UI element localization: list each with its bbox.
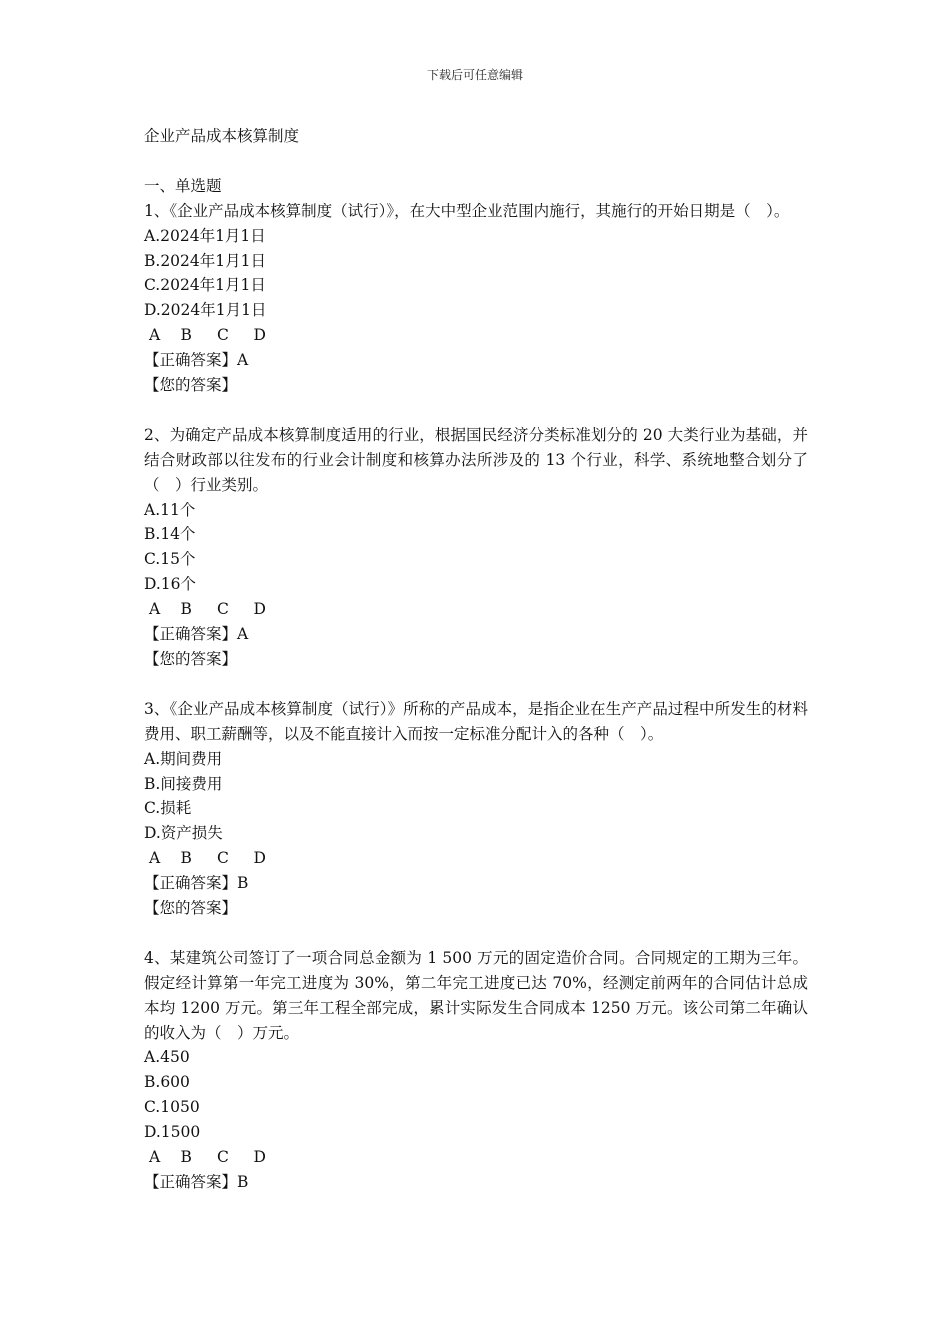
choice-b[interactable]: B [180, 326, 192, 345]
option-c: C.15个 [144, 550, 196, 569]
document-title: 企业产品成本核算制度 [144, 127, 300, 145]
correct-answer: 【正确答案】B [144, 1173, 249, 1191]
option-b: B.2024年1月1日 [144, 251, 266, 270]
choice-d[interactable]: D [253, 1148, 266, 1167]
option-b: B.600 [144, 1073, 190, 1092]
choice-row [144, 846, 808, 871]
your-answer: 【您的答案】 [144, 376, 238, 395]
option-a: A.2024年1月1日 [144, 226, 266, 245]
choice-c[interactable]: C [217, 849, 229, 868]
question-stem: 4、某建筑公司签订了一项合同总金额为 1 500 万元的固定造价合同。合同规定的工期为三年。假定经计算第一年完工进度为 30%，第二年完工进度已达 70%，经测定前两年的合同估计总成本均 1200 万元。第三年工程全部完成，累计实际发生合同成本 1250 万元。该公司第二年确认的收入为（ ）万元。 [144, 948, 808, 1042]
choice-a[interactable]: A [149, 326, 161, 345]
option-b: B.间接费用 [144, 774, 223, 793]
choice-b[interactable]: B [180, 1148, 192, 1167]
choice-row [144, 1145, 808, 1170]
choice-a[interactable]: A [149, 600, 161, 619]
your-answer: 【您的答案】 [144, 899, 238, 918]
choice-row [144, 597, 808, 622]
option-a: A.11个 [144, 500, 196, 519]
choice-c[interactable]: C [217, 600, 229, 619]
question-stem: 1、《企业产品成本核算制度（试行）》，在大中型企业范围内施行，其施行的开始日期是（ ）。 [144, 201, 790, 220]
option-b: B.14个 [144, 525, 196, 544]
question-2 [144, 423, 808, 672]
document-body [144, 124, 808, 1195]
choice-c[interactable]: C [217, 1148, 229, 1167]
correct-answer: 【正确答案】A [144, 351, 249, 370]
choice-b[interactable]: B [180, 600, 192, 619]
question-stem: 3、《企业产品成本核算制度（试行）》所称的产品成本，是指企业在生产产品过程中所发生的材料费用、职工薪酬等，以及不能直接计入而按一定标准分配计入的各种（ ）。 [144, 699, 808, 743]
option-c: C.1050 [144, 1098, 200, 1117]
option-d: D.2024年1月1日 [144, 301, 267, 320]
question-1 [144, 199, 808, 398]
question-3 [144, 697, 808, 921]
correct-answer: 【正确答案】A [144, 625, 249, 644]
option-d: D.16个 [144, 575, 197, 594]
option-d: D.资产损失 [144, 824, 223, 843]
section-title: 一、单选题 [144, 176, 222, 195]
option-c: C.损耗 [144, 799, 192, 818]
choice-d[interactable]: D [253, 849, 266, 868]
choice-b[interactable]: B [180, 849, 192, 868]
page-header: 下载后可任意编辑 [426, 68, 523, 82]
option-d: D.1500 [144, 1123, 201, 1142]
choice-d[interactable]: D [253, 600, 266, 619]
choice-d[interactable]: D [253, 326, 266, 345]
option-a: A.期间费用 [144, 749, 223, 768]
option-a: A.450 [144, 1048, 190, 1067]
your-answer: 【您的答案】 [144, 650, 238, 668]
option-c: C.2024年1月1日 [144, 276, 266, 295]
choice-a[interactable]: A [149, 849, 161, 868]
choice-c[interactable]: C [217, 326, 229, 345]
correct-answer: 【正确答案】B [144, 874, 249, 893]
question-stem: 2、为确定产品成本核算制度适用的行业，根据国民经济分类标准划分的 20 大类行业为基础，并结合财政部以往发布的行业会计制度和核算办法所涉及的 13 个行业，科学、系统地整合划分了（ ）行业类别。 [144, 425, 808, 494]
choice-row [144, 323, 808, 348]
choice-a[interactable]: A [149, 1148, 161, 1167]
question-4 [144, 946, 808, 1195]
